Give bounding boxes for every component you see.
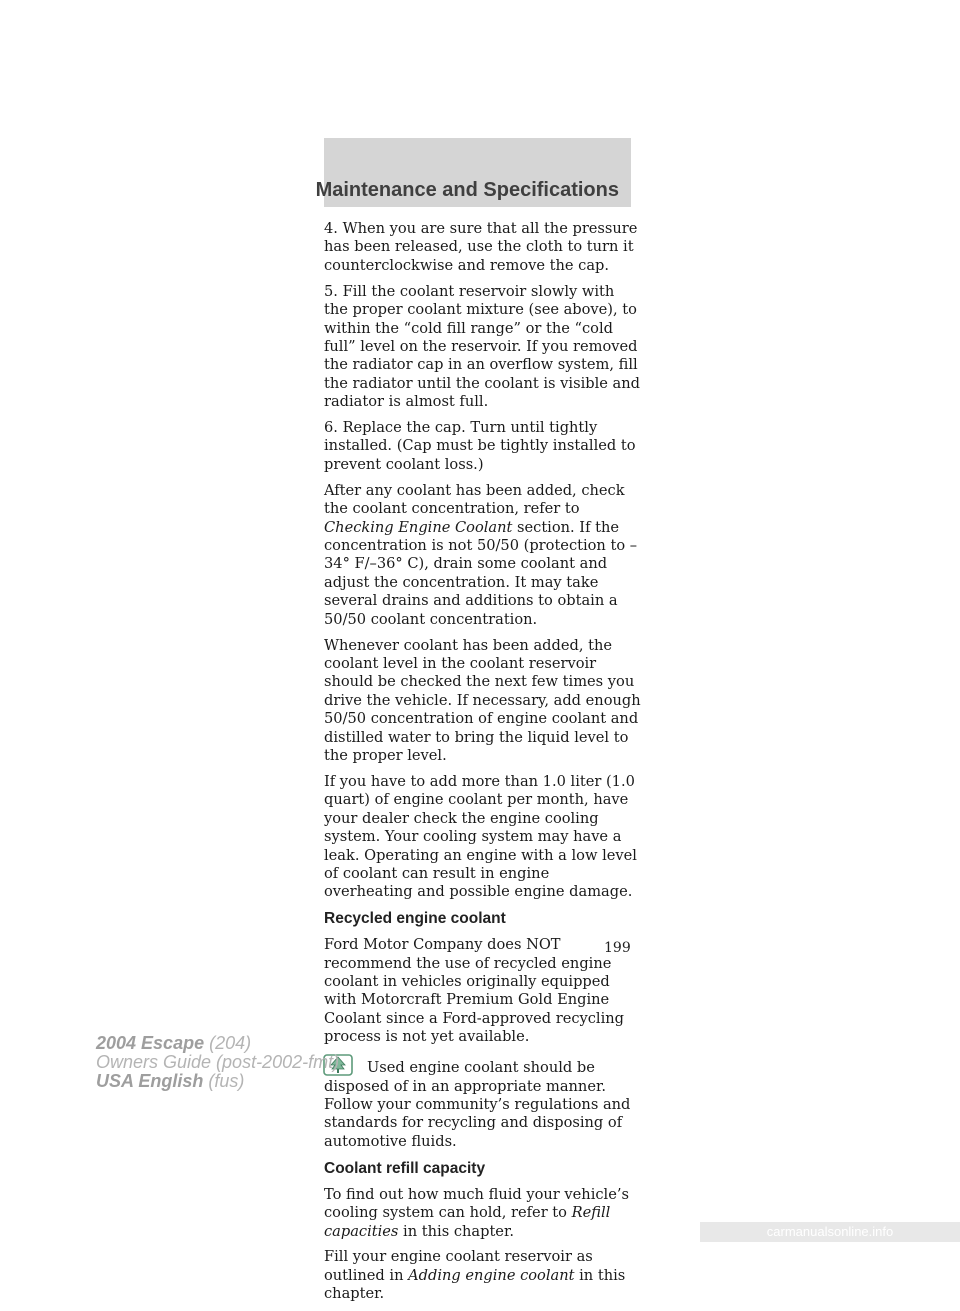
refill-capacity-paragraph: [324, 1186, 642, 1241]
page-title: Maintenance and Specifications: [315, 179, 619, 201]
concentration-paragraph: [324, 482, 642, 629]
footer-model-code: (204): [204, 1033, 252, 1053]
cross-reference-adding-engine-coolant: Adding engine coolant: [408, 1266, 575, 1284]
watermark: carmanualsonline.info: [700, 1222, 960, 1242]
text-run: After any coolant has been added, check the coolant concentration, refer to: [324, 481, 625, 518]
disposal-paragraph: [324, 1054, 642, 1151]
text-run: section. If the concentration is not 50/50 (protection to –34° F/–36° C), drain some coolant and adjust the concentration. It may take several drains and additions to obtain a 50/50 coolant concentration.: [324, 518, 638, 628]
footer-line-language: [96, 1072, 339, 1091]
document-footer: [96, 1034, 339, 1091]
footer-line-guide: Owners Guide (post-2002-fmt): [96, 1052, 340, 1072]
recycled-coolant-paragraph: Ford Motor Company does NOT recommend the use of recycled engine coolant in vehicles originally equipped with Motorcraft Premium Gold Engine Coolant since a Ford-approved recycling process is not yet available.: [324, 936, 625, 1046]
step-6-paragraph: 6. Replace the cap. Turn until tightly installed. (Cap must be tightly installed to prevent coolant loss.): [324, 419, 636, 473]
step-4-paragraph: 4. When you are sure that all the pressure has been released, use the cloth to turn it counterclockwise and remove the cap.: [324, 220, 638, 274]
main-content: [324, 220, 642, 1311]
text-run: in this chapter.: [324, 1266, 626, 1303]
text-run: Used engine coolant should be disposed of in an appropriate manner. Follow your community’s regulations and standards for recycling and disposing of automotive fluids.: [324, 1059, 631, 1150]
footer-line-model: [96, 1034, 339, 1053]
footer-model-name: 2004 Escape: [96, 1033, 205, 1053]
leak-warning-paragraph: If you have to add more than 1.0 liter (1.0 quart) of engine coolant per month, have your dealer check the engine cooling system. Your cooling system may have a leak. Operating an engine with a low level of coolant can result in engine overheating and possible engine damage.: [324, 772, 637, 901]
footer-language-code: (fus): [203, 1071, 245, 1091]
cross-reference-refill-capacities: Refill capacities: [324, 1204, 611, 1240]
cross-reference-checking-engine-coolant: Checking Engine Coolant: [324, 518, 513, 536]
fill-reservoir-paragraph: [324, 1248, 642, 1303]
footer-language-name: USA English: [96, 1071, 204, 1091]
header-band: [315, 138, 631, 207]
text-run: Fill your engine coolant reservoir as outlined in: [324, 1248, 593, 1284]
text-run: To find out how much fluid your vehicle’s cooling system can hold, refer to: [324, 1185, 629, 1222]
recycled-coolant-heading: Recycled engine coolant: [324, 910, 506, 928]
text-run: in this chapter.: [398, 1222, 514, 1240]
refill-capacity-heading: Coolant refill capacity: [324, 1159, 486, 1177]
coolant-level-paragraph: Whenever coolant has been added, the coolant level in the coolant reservoir should be checked the next few times you drive the vehicle. If necessary, add enough 50/50 concentration of engine coolant and distilled water to bring the liquid level to the proper level.: [324, 636, 641, 764]
page-number: 199: [604, 940, 631, 956]
step-5-paragraph: 5. Fill the coolant reservoir slowly with the proper coolant mixture (see above), to within the “cold fill range” or the “cold full” level on the reservoir. If you removed the radiator cap in an overflow system, fill the radiator until the coolant is visible and radiator is almost full.: [324, 282, 640, 411]
